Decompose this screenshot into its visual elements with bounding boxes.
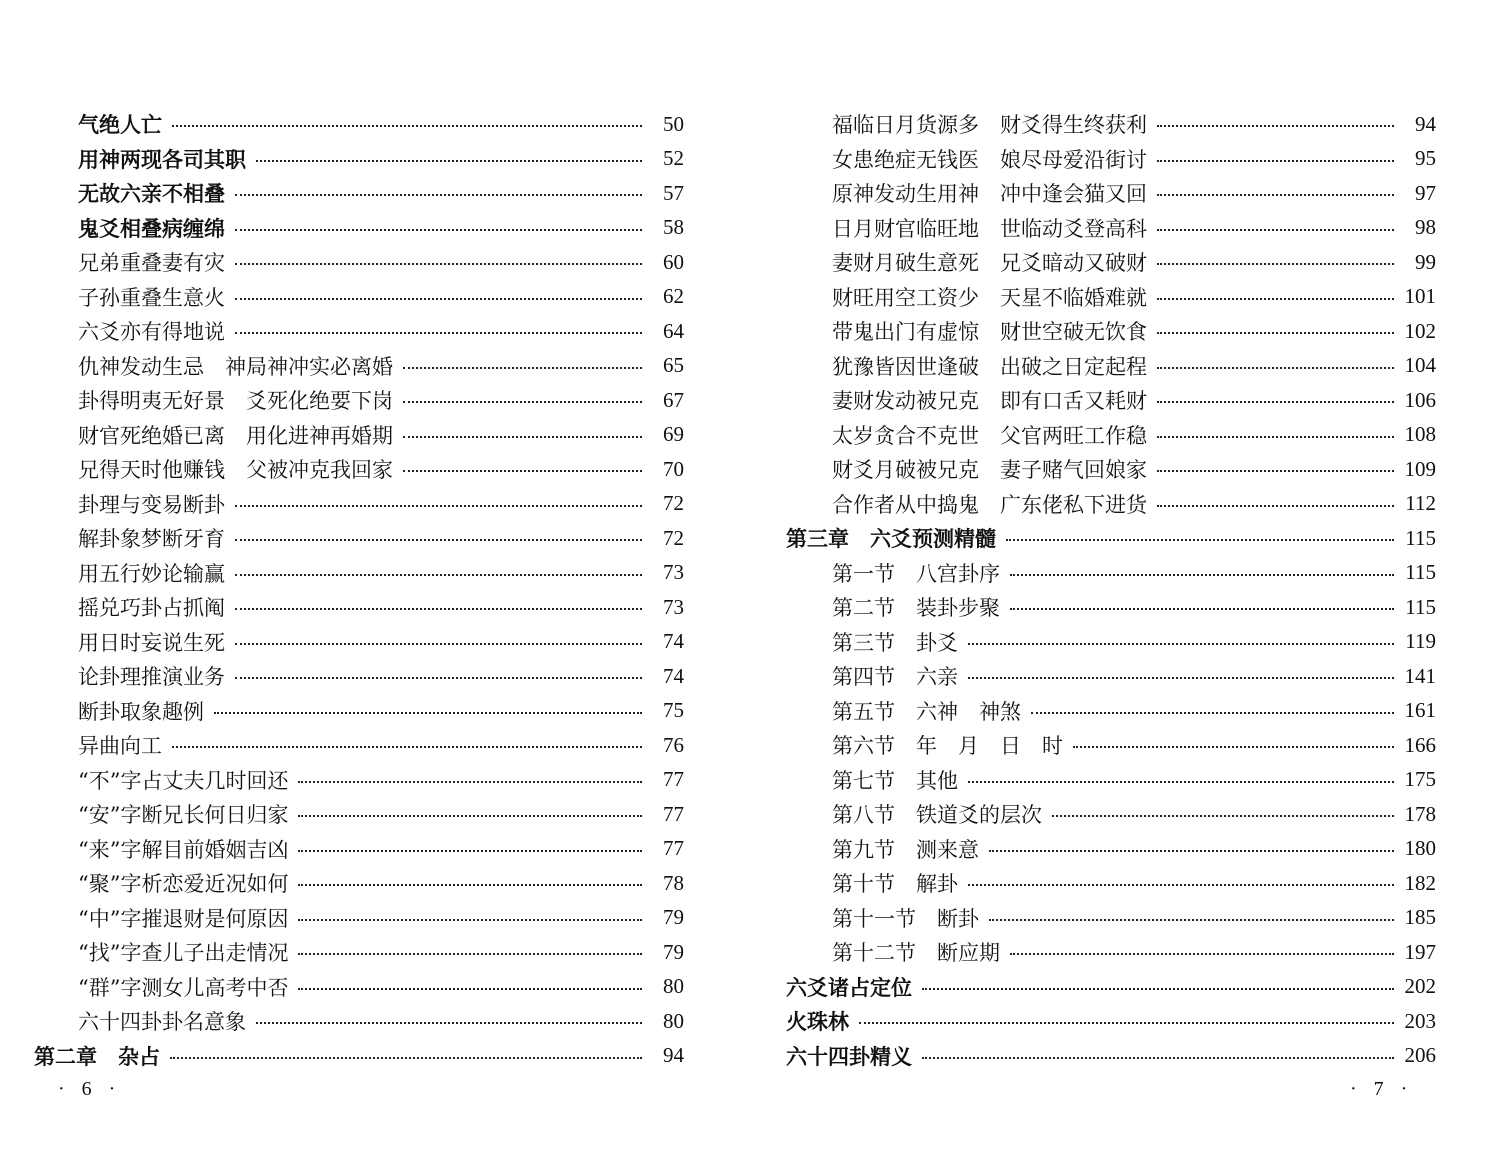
toc-entry (786, 245, 1436, 280)
toc-entry (786, 280, 1436, 315)
toc-entry (786, 797, 1436, 832)
toc-entry-page-number: 115 (1405, 525, 1436, 550)
toc-entry-page-number: 62 (663, 284, 684, 309)
toc-entry-title: “安”字断兄长何日归家 (78, 803, 289, 828)
dot-leader (1010, 574, 1394, 576)
toc-entry-page-number: 101 (1404, 284, 1436, 309)
toc-entry (786, 694, 1436, 729)
toc-entry-page-number: 72 (663, 491, 684, 516)
toc-entry-page-number: 108 (1404, 422, 1436, 447)
toc-entry (34, 349, 684, 384)
toc-entry-title: 六爻亦有得地说 (78, 320, 225, 345)
dot-leader (1157, 194, 1394, 196)
toc-entry (34, 383, 684, 418)
toc-entry (786, 1004, 1436, 1039)
toc-entry (786, 383, 1436, 418)
toc-entry (786, 107, 1436, 142)
toc-entry (786, 211, 1436, 246)
toc-entry-page-number: 94 (1415, 111, 1436, 136)
toc-entry-page-number: 73 (663, 594, 684, 619)
dot-leader (1010, 953, 1394, 955)
dot-leader (403, 401, 642, 403)
toc-entry-title: 财旺用空工资少 天星不临婚难就 (832, 285, 1147, 310)
dot-leader (235, 229, 642, 231)
toc-entry-title: 女患绝症无钱医 娘尽母爱沿街讨 (832, 147, 1147, 172)
dot-leader (968, 677, 1394, 679)
toc-entry-page-number: 80 (663, 1008, 684, 1033)
dot-leader (235, 643, 642, 645)
dot-leader (968, 643, 1394, 645)
dot-leader (298, 781, 642, 783)
toc-entry-title: 原神发动生用神 冲中逢会猫又回 (832, 182, 1147, 207)
toc-entry (34, 452, 684, 487)
toc-entry-title: 摇兑巧卦占抓阄 (78, 596, 225, 621)
dot-leader (172, 125, 642, 127)
toc-entry (786, 763, 1436, 798)
toc-entry (34, 797, 684, 832)
toc-entry (786, 832, 1436, 867)
dot-leader (235, 332, 642, 334)
toc-entry-title: 用神两现各司其职 (78, 146, 246, 172)
dot-leader (172, 746, 642, 748)
dot-leader (403, 367, 642, 369)
toc-entry (786, 349, 1436, 384)
left-page (34, 107, 684, 1073)
toc-entry-page-number: 106 (1404, 387, 1436, 412)
toc-entry-page-number: 50 (663, 111, 684, 136)
toc-entry-page-number: 97 (1415, 180, 1436, 205)
toc-entry-title: 妻财发动被兄克 即有口舌又耗财 (832, 389, 1147, 414)
dot-leader (256, 160, 642, 162)
toc-entry-title: 第十一节 断卦 (832, 906, 979, 931)
toc-entry (786, 556, 1436, 591)
toc-entry-page-number: 64 (663, 318, 684, 343)
toc-entry (34, 280, 684, 315)
toc-entry-page-number: 185 (1404, 905, 1436, 930)
toc-entry-title: 第四节 六亲 (832, 665, 958, 690)
toc-entry-page-number: 65 (663, 353, 684, 378)
toc-entry (34, 970, 684, 1005)
toc-entry (34, 1004, 684, 1039)
toc-entry (34, 1039, 684, 1074)
toc-entry-title: 第二章 杂占 (34, 1043, 160, 1069)
toc-entry (34, 728, 684, 763)
toc-entry-title: “群”字测女儿高考中否 (78, 975, 289, 1000)
dot-leader (256, 1022, 642, 1024)
toc-entry-title: 六十四卦精义 (786, 1043, 912, 1069)
dot-leader (989, 850, 1394, 852)
toc-entry-title: “来”字解目前婚姻吉凶 (78, 837, 289, 862)
toc-entry (34, 487, 684, 522)
toc-entry-title: 第六节 年 月 日 时 (832, 734, 1063, 759)
toc-entry-title: 论卦理推演业务 (78, 665, 225, 690)
right-page (786, 107, 1436, 1073)
toc-entry-page-number: 115 (1405, 560, 1436, 585)
toc-entry-title: 无故六亲不相叠 (78, 181, 225, 207)
toc-entry-page-number: 182 (1404, 870, 1436, 895)
toc-entry (786, 625, 1436, 660)
toc-entry-page-number: 104 (1404, 353, 1436, 378)
toc-entry-page-number: 57 (663, 180, 684, 205)
dot-leader (298, 919, 642, 921)
dot-leader (235, 608, 642, 610)
toc-entry-page-number: 99 (1415, 249, 1436, 274)
dot-leader (298, 884, 642, 886)
dot-leader (1157, 436, 1394, 438)
toc-entry (786, 935, 1436, 970)
toc-entry-title: 第九节 测来意 (832, 837, 979, 862)
toc-entry-title: 妻财月破生意死 兄爻暗动又破财 (832, 251, 1147, 276)
toc-entry-page-number: 175 (1404, 767, 1436, 792)
dot-leader (1157, 263, 1394, 265)
toc-entry (34, 590, 684, 625)
dot-leader (298, 850, 642, 852)
dot-leader (235, 574, 642, 576)
dot-leader (1010, 608, 1394, 610)
toc-entry-page-number: 178 (1404, 801, 1436, 826)
toc-entry-title: 六十四卦卦名意象 (78, 1010, 246, 1035)
dot-leader (1157, 229, 1394, 231)
page-number-right: · 7 · (1350, 1078, 1414, 1100)
dot-leader (968, 781, 1394, 783)
toc-entry-page-number: 112 (1405, 491, 1436, 516)
toc-entry-page-number: 203 (1404, 1008, 1436, 1033)
toc-entry (34, 694, 684, 729)
toc-entry (786, 176, 1436, 211)
dot-leader (298, 953, 642, 955)
dot-leader (1157, 401, 1394, 403)
toc-entry (34, 418, 684, 453)
toc-entry-title: 财爻月破被兄克 妻子赌气回娘家 (832, 458, 1147, 483)
toc-entry-title: “找”字查儿子出走情况 (78, 941, 289, 966)
toc-entry-page-number: 95 (1415, 146, 1436, 171)
dot-leader (1052, 815, 1394, 817)
dot-leader (235, 263, 642, 265)
toc-entry-page-number: 202 (1404, 974, 1436, 999)
toc-entry-page-number: 109 (1404, 456, 1436, 481)
toc-entry-title: 第十二节 断应期 (832, 941, 1000, 966)
toc-entry (786, 452, 1436, 487)
toc-entry-title: 第三节 卦爻 (832, 630, 958, 655)
toc-entry-page-number: 80 (663, 974, 684, 999)
toc-entry-page-number: 77 (663, 836, 684, 861)
dot-leader (298, 988, 642, 990)
dot-leader (235, 677, 642, 679)
toc-entry-title: 第一节 八宫卦序 (832, 561, 1000, 586)
toc-entry-page-number: 161 (1404, 698, 1436, 723)
toc-entry-title: 福临日月货源多 财爻得生终获利 (832, 113, 1147, 138)
toc-entry (786, 901, 1436, 936)
toc-entry (786, 418, 1436, 453)
dot-leader (1073, 746, 1394, 748)
dot-leader (235, 539, 642, 541)
toc-entry-title: 第八节 铁道爻的层次 (832, 803, 1042, 828)
toc-entry-title: 太岁贪合不克世 父官两旺工作稳 (832, 423, 1147, 448)
toc-entry-title: 鬼爻相叠病缠绵 (78, 215, 225, 241)
dot-leader (1157, 505, 1394, 507)
toc-entry-title: 火珠林 (786, 1009, 849, 1035)
page-number-left: · 6 · (58, 1078, 122, 1100)
toc-entry-page-number: 206 (1404, 1043, 1436, 1068)
toc-entry (786, 314, 1436, 349)
toc-entry-title: 仇神发动生忌 神局神冲实必离婚 (78, 354, 393, 379)
toc-entry-page-number: 69 (663, 422, 684, 447)
toc-entry (34, 176, 684, 211)
toc-entry-page-number: 141 (1404, 663, 1436, 688)
dot-leader (859, 1022, 1394, 1024)
toc-entry-title: 第十节 解卦 (832, 872, 958, 897)
toc-entry-page-number: 70 (663, 456, 684, 481)
toc-entry-title: 断卦取象趣例 (78, 699, 204, 724)
toc-entry (34, 245, 684, 280)
toc-entry-page-number: 197 (1404, 939, 1436, 964)
toc-entry-page-number: 166 (1404, 732, 1436, 757)
toc-entry (34, 142, 684, 177)
toc-entry (34, 763, 684, 798)
toc-entry-title: 第五节 六神 神煞 (832, 699, 1021, 724)
toc-entry-page-number: 75 (663, 698, 684, 723)
dot-leader (922, 1057, 1394, 1059)
toc-entry (34, 107, 684, 142)
toc-entry-page-number: 74 (663, 629, 684, 654)
toc-entry-title: 用五行妙论输赢 (78, 561, 225, 586)
toc-entry-title: 卦得明夷无好景 爻死化绝要下岗 (78, 389, 393, 414)
toc-entry-title: 第三章 六爻预测精髓 (786, 526, 996, 552)
toc-entry (786, 590, 1436, 625)
toc-entry-page-number: 119 (1405, 629, 1436, 654)
toc-entry-page-number: 72 (663, 525, 684, 550)
toc-entry (34, 521, 684, 556)
toc-entry-page-number: 102 (1404, 318, 1436, 343)
toc-entry (34, 901, 684, 936)
toc-entry-page-number: 98 (1415, 215, 1436, 240)
toc-entry-title: “聚”字析恋爱近况如何 (78, 872, 289, 897)
toc-entry-page-number: 78 (663, 870, 684, 895)
toc-entry-title: 子孙重叠生意火 (78, 285, 225, 310)
toc-entry-page-number: 115 (1405, 594, 1436, 619)
toc-entry (786, 521, 1436, 556)
dot-leader (235, 194, 642, 196)
toc-entry (786, 659, 1436, 694)
toc-entry-title: 兄弟重叠妻有灾 (78, 251, 225, 276)
toc-entry-page-number: 60 (663, 249, 684, 274)
toc-entry-page-number: 76 (663, 732, 684, 757)
toc-entry-title: 卦理与变易断卦 (78, 492, 225, 517)
dot-leader (214, 712, 642, 714)
toc-entry-page-number: 180 (1404, 836, 1436, 861)
toc-entry-title: “中”字摧退财是何原因 (78, 906, 289, 931)
dot-leader (403, 436, 642, 438)
toc-entry-title: “不”字占丈夫几时回还 (78, 768, 289, 793)
dot-leader (1157, 470, 1394, 472)
toc-entry (34, 935, 684, 970)
toc-entry-page-number: 79 (663, 905, 684, 930)
toc-entry-title: 异曲向工 (78, 734, 162, 759)
toc-entry (786, 866, 1436, 901)
toc-entry-page-number: 77 (663, 801, 684, 826)
dot-leader (1157, 125, 1394, 127)
toc-entry (786, 970, 1436, 1005)
toc-entry-title: 犹豫皆因世逢破 出破之日定起程 (832, 354, 1147, 379)
toc-entry-title: 第七节 其他 (832, 768, 958, 793)
toc-entry (34, 832, 684, 867)
dot-leader (403, 470, 642, 472)
dot-leader (989, 919, 1394, 921)
toc-entry-page-number: 58 (663, 215, 684, 240)
toc-entry-title: 兄得天时他赚钱 父被冲克我回家 (78, 458, 393, 483)
dot-leader (1157, 160, 1394, 162)
toc-entry-title: 解卦象梦断牙育 (78, 527, 225, 552)
toc-entry (34, 314, 684, 349)
toc-entry-title: 六爻诸占定位 (786, 974, 912, 1000)
toc-entry (34, 211, 684, 246)
toc-entry-page-number: 73 (663, 560, 684, 585)
toc-entry-page-number: 74 (663, 663, 684, 688)
toc-entry-title: 气绝人亡 (78, 112, 162, 138)
dot-leader (1006, 539, 1394, 541)
toc-entry-page-number: 94 (663, 1043, 684, 1068)
toc-entry (34, 556, 684, 591)
toc-entry (786, 728, 1436, 763)
dot-leader (298, 815, 642, 817)
toc-entry-title: 用日时妄说生死 (78, 630, 225, 655)
toc-entry-title: 财官死绝婚已离 用化进神再婚期 (78, 423, 393, 448)
toc-entry (786, 487, 1436, 522)
dot-leader (922, 988, 1394, 990)
toc-entry (786, 142, 1436, 177)
toc-entry (786, 1039, 1436, 1074)
toc-entry-title: 第二节 装卦步聚 (832, 596, 1000, 621)
toc-entry-title: 带鬼出门有虚惊 财世空破无饮食 (832, 320, 1147, 345)
toc-entry-page-number: 77 (663, 767, 684, 792)
toc-entry-title: 合作者从中捣鬼 广东佬私下进货 (832, 492, 1147, 517)
toc-entry (34, 659, 684, 694)
dot-leader (170, 1057, 642, 1059)
dot-leader (1031, 712, 1394, 714)
toc-entry-page-number: 79 (663, 939, 684, 964)
toc-entry (34, 866, 684, 901)
dot-leader (235, 298, 642, 300)
toc-entry-title: 日月财官临旺地 世临动爻登高科 (832, 216, 1147, 241)
toc-entry-page-number: 67 (663, 387, 684, 412)
dot-leader (1157, 298, 1394, 300)
toc-entry (34, 625, 684, 660)
toc-entry-page-number: 52 (663, 146, 684, 171)
dot-leader (235, 505, 642, 507)
dot-leader (1157, 367, 1394, 369)
dot-leader (968, 884, 1394, 886)
dot-leader (1157, 332, 1394, 334)
